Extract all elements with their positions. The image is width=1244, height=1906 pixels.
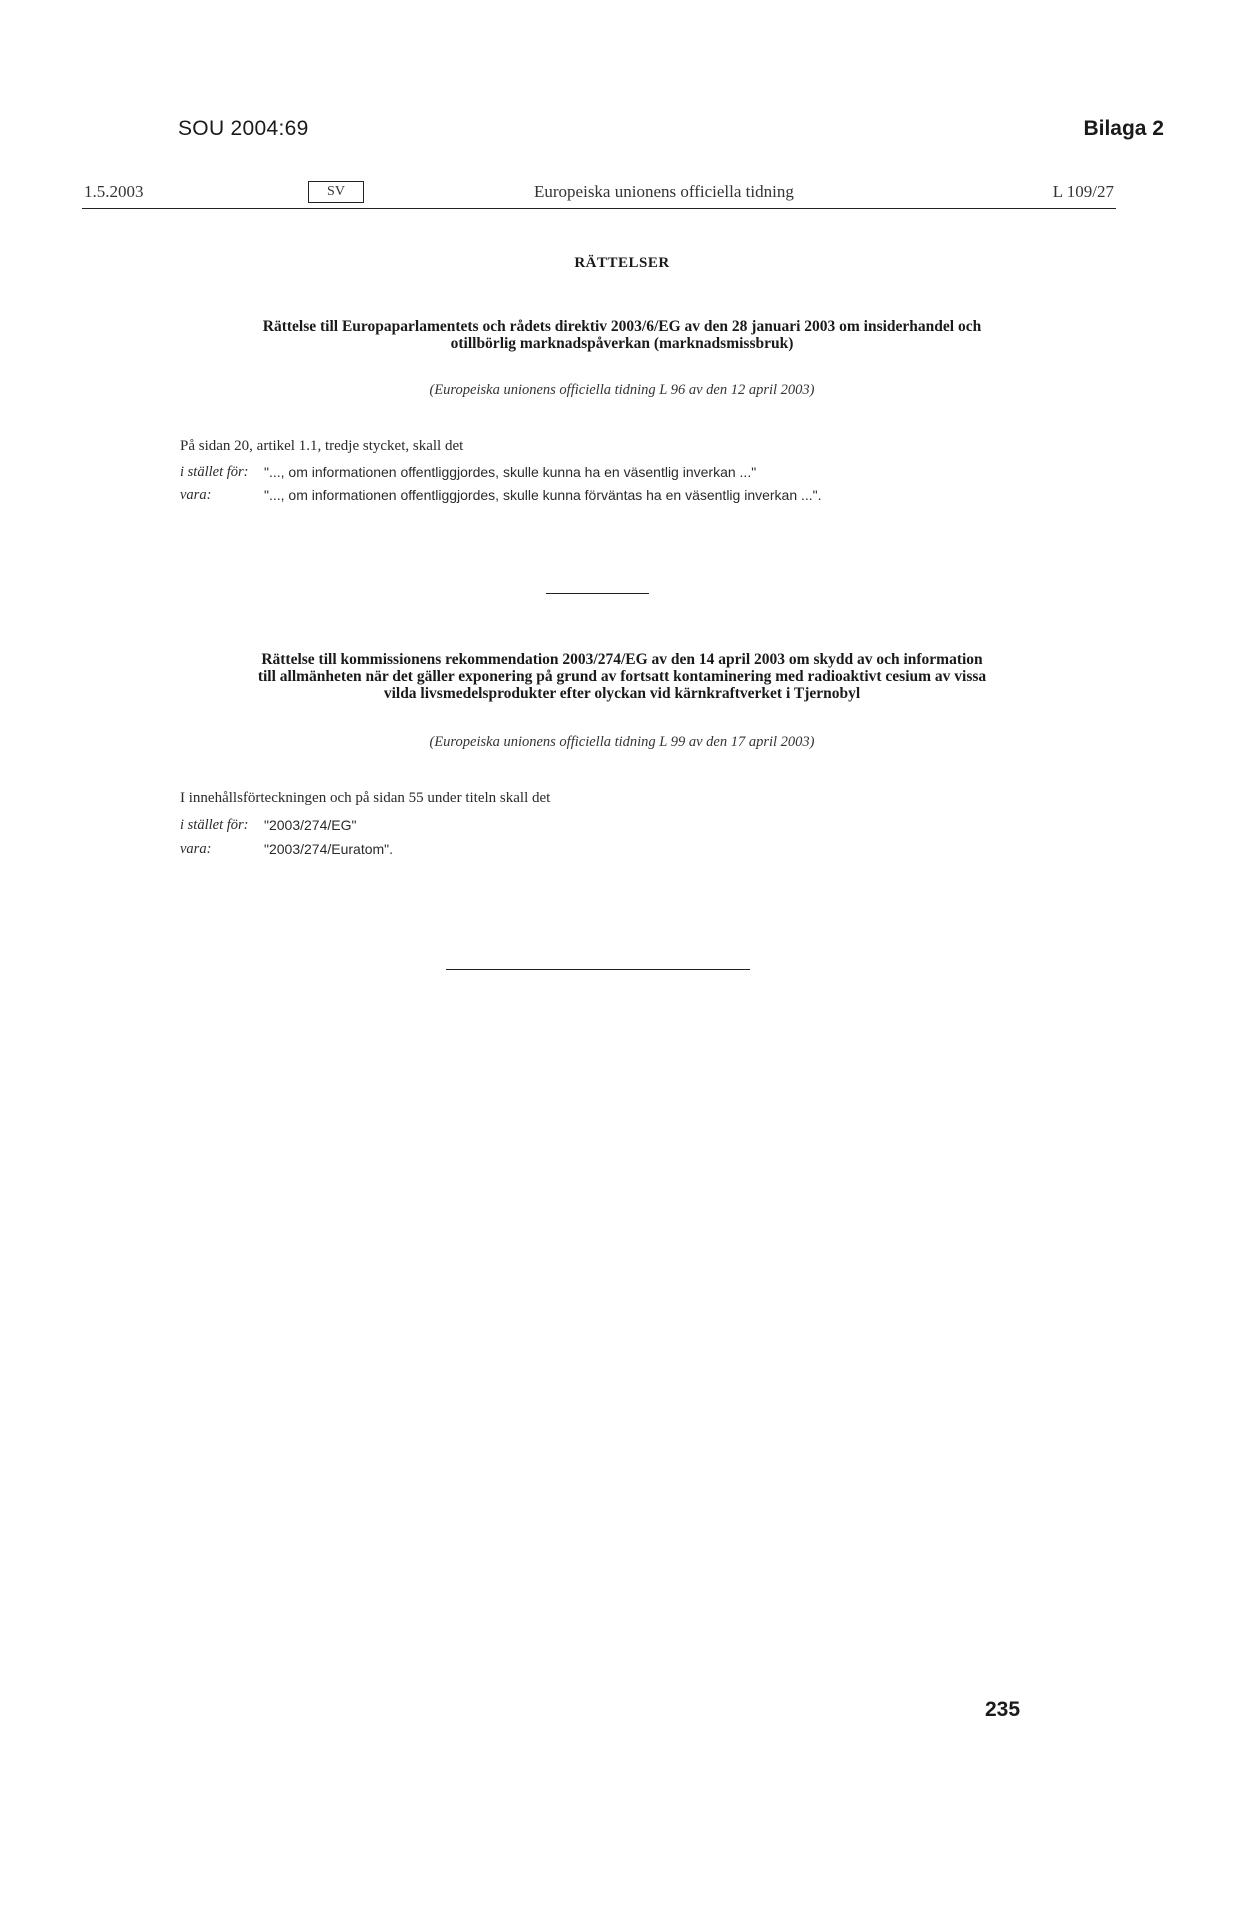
instead-label: i stället för: bbox=[180, 817, 249, 833]
read-text: "..., om informationen offentliggjordes, skulle kunna förväntas ha en väsentlig inverkan ...". bbox=[264, 487, 822, 503]
read-label: vara: bbox=[180, 487, 212, 503]
appendix-label: Bilaga 2 bbox=[1083, 117, 1164, 140]
report-reference: SOU 2004:69 bbox=[178, 117, 309, 140]
correction-1-heading bbox=[172, 318, 1072, 352]
instead-text: "..., om informationen offentliggjordes, skulle kunna ha en väsentlig inverkan ..." bbox=[264, 464, 757, 480]
journal-date: 1.5.2003 bbox=[84, 182, 144, 201]
instead-label: i stället för: bbox=[180, 464, 249, 480]
heading-line: otillbörlig marknadspåverkan (marknadsmissbruk) bbox=[450, 335, 794, 352]
separator-line bbox=[546, 593, 649, 594]
section-title: RÄTTELSER bbox=[574, 255, 670, 271]
heading-line: till allmänheten när det gäller exponering på grund av fortsatt kontaminering med radioaktivt cesium av vissa bbox=[257, 668, 987, 685]
journal-header bbox=[82, 180, 1116, 209]
journal-title: Europeiska unionens officiella tidning bbox=[534, 182, 794, 201]
heading-line: Rättelse till Europaparlamentets och rådets direktiv 2003/6/EG av den 28 januari 2003 om insiderhandel och bbox=[262, 318, 982, 335]
correction-2-location: I innehållsförteckningen och på sidan 55 under titeln skall det bbox=[180, 790, 551, 806]
journal-reference: L 109/27 bbox=[1052, 182, 1114, 201]
correction-1-location: På sidan 20, artikel 1.1, tredje stycket, skall det bbox=[180, 438, 464, 454]
correction-2-source: (Europeiska unionens officiella tidning L 99 av den 17 april 2003) bbox=[429, 734, 815, 750]
correction-2-heading bbox=[172, 651, 1072, 702]
language-box: SV bbox=[308, 181, 364, 203]
heading-line: Rättelse till kommissionens rekommendation 2003/274/EG av den 14 april 2003 om skydd av och information bbox=[261, 651, 983, 668]
heading-line: vilda livsmedelsprodukter efter olyckan vid kärnkraftverket i Tjernobyl bbox=[383, 685, 861, 702]
read-text: "2003/274/Euratom". bbox=[264, 841, 394, 857]
correction-1-source: (Europeiska unionens officiella tidning L 96 av den 12 april 2003) bbox=[429, 382, 815, 398]
read-label: vara: bbox=[180, 841, 212, 857]
end-separator-line bbox=[446, 969, 750, 970]
page-number: 235 bbox=[985, 1698, 1021, 1721]
instead-text: "2003/274/EG" bbox=[264, 817, 357, 833]
